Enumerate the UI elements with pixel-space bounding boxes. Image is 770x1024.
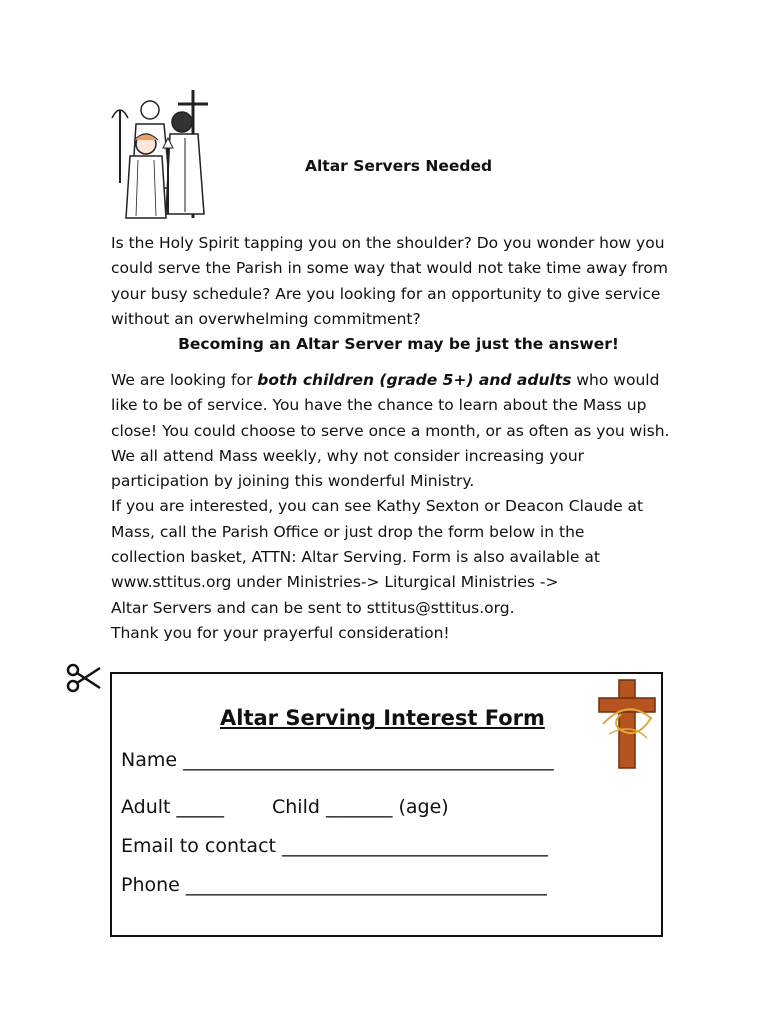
altar-servers-illustration <box>108 88 218 220</box>
intro-paragraph <box>111 231 686 357</box>
email-field[interactable]: Email to contact ____________________________ <box>121 835 549 857</box>
highlight-line: Becoming an Altar Server may be just the answer! <box>178 335 619 354</box>
intro-text: Is the Holy Spirit tapping you on the shoulder? Do you wonder how you could serve the Parish in some way that would not take time away from your busy schedule? Are you looking for an opportunity to give service without an overwhelming commitment? <box>111 234 669 328</box>
email-address-line: Altar Servers and can be sent to sttitus@sttitus.org. <box>111 598 515 617</box>
name-field[interactable]: Name _______________________________________ <box>121 749 554 771</box>
website-line: www.sttitus.org under Ministries-> Liturgical Ministries -> <box>111 573 559 592</box>
scissors-icon <box>66 663 102 693</box>
thank-you-line: Thank you for your prayerful consideration! <box>111 623 450 642</box>
child-age-field[interactable]: Child _______ (age) <box>272 796 449 818</box>
contact-line: collection basket, ATTN: Altar Serving. Form is also available at <box>111 548 600 567</box>
flyer-heading: Altar Servers Needed <box>305 157 493 175</box>
cross-icon <box>597 678 657 770</box>
details-lead: We are looking for <box>111 371 258 389</box>
details-rest: who would like to be of service. You have the chance to learn about the Mass up close! You could choose to serve once a month, or as often as you wish. We all attend Mass weekly, why not consider increasing your participation by joining this wonderful Ministry. <box>111 371 670 491</box>
adult-field[interactable]: Adult _____ <box>121 796 225 818</box>
details-paragraph <box>111 368 686 646</box>
details-emphasis: both children (grade 5+) and adults <box>257 371 572 389</box>
details-main <box>111 368 686 494</box>
phone-field[interactable]: Phone ______________________________________ <box>121 874 547 896</box>
contact-line: If you are interested, you can see Kathy Sexton or Deacon Claude at <box>111 497 644 516</box>
contact-line: Mass, call the Parish Office or just drop the form below in the <box>111 522 585 541</box>
form-title: Altar Serving Interest Form <box>220 706 545 730</box>
interest-form <box>110 672 663 937</box>
